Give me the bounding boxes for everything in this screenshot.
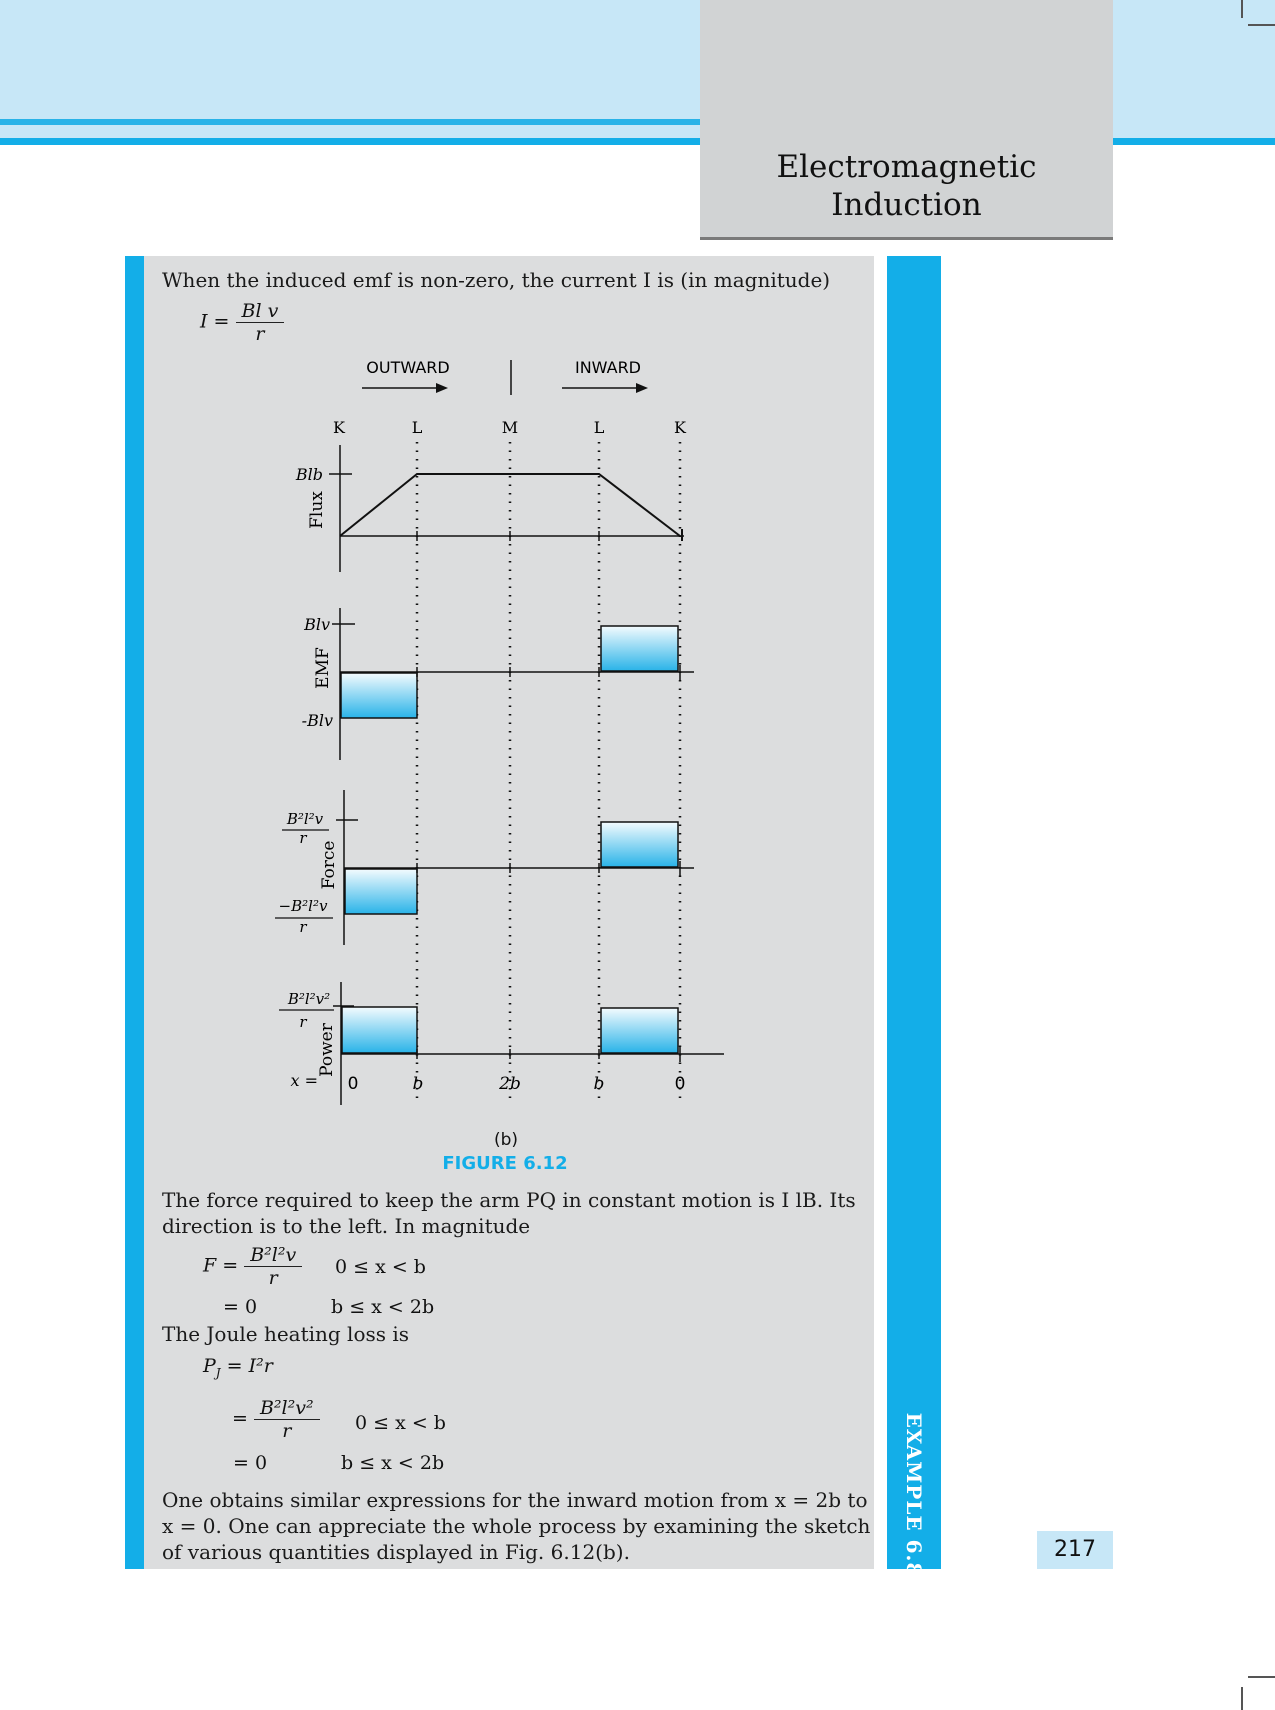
top-label-k: K bbox=[333, 418, 345, 437]
figure-caption: FIGURE 6.12 bbox=[442, 1153, 568, 1174]
power-bar-inward bbox=[601, 1008, 678, 1053]
x-tick-0: 0 bbox=[674, 1074, 686, 1094]
force-neg-num: −B²l²v bbox=[278, 897, 328, 915]
crop-mark bbox=[1230, 0, 1275, 40]
force-pos-num: B²l²v bbox=[286, 810, 324, 828]
eq-denominator: r bbox=[255, 323, 265, 345]
eq-lhs: F = bbox=[203, 1254, 239, 1277]
top-label-k: K bbox=[674, 418, 686, 437]
force-zero: = 0 bbox=[223, 1296, 258, 1318]
closing-line: x = 0. One can appreciate the whole process by examining the sketch bbox=[162, 1514, 871, 1538]
emf-axis-label: EMF bbox=[313, 647, 333, 689]
emf-pos-bar bbox=[601, 626, 678, 671]
eq-fraction bbox=[254, 1397, 320, 1442]
eq-numerator: B²l²v² bbox=[254, 1397, 320, 1420]
eq-lhs: = bbox=[232, 1407, 248, 1430]
x-prefix: x = bbox=[290, 1071, 318, 1090]
inward-label: INWARD bbox=[574, 358, 642, 377]
joule-zero: = 0 bbox=[233, 1452, 268, 1474]
power-bar-outward bbox=[342, 1007, 417, 1053]
closing-line: One obtains similar expressions for the inward motion from x = 2b to bbox=[162, 1488, 868, 1512]
force-paragraph bbox=[162, 1187, 856, 1239]
force-pos-bar bbox=[601, 822, 678, 867]
eq-numerator: B²l²v bbox=[244, 1244, 302, 1267]
joule-equation-2 bbox=[232, 1397, 320, 1442]
outward-label: OUTWARD bbox=[366, 358, 450, 377]
force-pos-den: r bbox=[299, 829, 307, 847]
header-stripe bbox=[0, 119, 700, 125]
joule-condition-2: b ≤ x < 2b bbox=[341, 1452, 445, 1474]
force-paragraph-line: The force required to keep the arm PQ in constant motion is I lB. Its bbox=[162, 1188, 856, 1212]
eq-denominator: r bbox=[268, 1267, 278, 1289]
flux-trace bbox=[340, 474, 680, 536]
power-pos-den: r bbox=[299, 1013, 307, 1031]
chapter-title-line1: Electromagnetic bbox=[776, 149, 1037, 185]
flux-plot bbox=[295, 445, 684, 572]
outward-arrow-head bbox=[436, 383, 448, 393]
figure-sub-label: (b) bbox=[493, 1130, 519, 1150]
crop-mark bbox=[1230, 1665, 1275, 1710]
force-axis-label: Force bbox=[319, 840, 339, 890]
emf-pos-label: Blv bbox=[304, 615, 330, 634]
chapter-title bbox=[700, 148, 1113, 224]
x-tick-2b: 2b bbox=[499, 1074, 521, 1094]
eq-numerator: Bl v bbox=[236, 300, 285, 323]
current-equation bbox=[200, 300, 284, 345]
top-label-l: L bbox=[411, 418, 423, 437]
eq-fraction bbox=[244, 1244, 302, 1289]
force-neg-den: r bbox=[299, 918, 307, 936]
eq-fraction bbox=[236, 300, 285, 345]
force-condition-2: b ≤ x < 2b bbox=[331, 1296, 435, 1318]
force-plot bbox=[275, 790, 694, 945]
x-tick-0: 0 bbox=[347, 1074, 359, 1094]
joule-equation bbox=[203, 1355, 273, 1380]
x-tick-b: b bbox=[593, 1074, 605, 1094]
power-pos-num: B²l²v² bbox=[287, 990, 331, 1008]
figure-6-12 bbox=[144, 340, 874, 1094]
flux-level-label: Blb bbox=[295, 465, 323, 484]
force-condition-1: 0 ≤ x < b bbox=[335, 1256, 426, 1278]
emf-neg-label: -Blv bbox=[301, 711, 333, 730]
flux-axis-label: Flux bbox=[307, 491, 327, 529]
example-label: EXAMPLE 6.8 bbox=[902, 1412, 926, 1578]
x-tick-b: b bbox=[412, 1074, 424, 1094]
joule-rhs: = I²r bbox=[226, 1355, 273, 1377]
intro-text: When the induced emf is non-zero, the current I is (in magnitude) bbox=[162, 268, 831, 292]
emf-neg-bar bbox=[341, 673, 417, 718]
joule-subscript: J bbox=[215, 1365, 221, 1380]
chapter-title-line2: Induction bbox=[831, 187, 982, 223]
eq-denominator: r bbox=[282, 1420, 292, 1442]
example-left-bar bbox=[125, 256, 144, 1569]
eq-lhs: I = bbox=[200, 310, 230, 333]
power-axis-label: Power bbox=[317, 1023, 337, 1077]
top-label-l: L bbox=[593, 418, 605, 437]
top-label-m: M bbox=[501, 418, 519, 437]
force-neg-bar bbox=[345, 869, 417, 914]
dotted-guides bbox=[417, 442, 680, 1105]
force-equation bbox=[203, 1244, 302, 1289]
page-number: 217 bbox=[1037, 1531, 1113, 1569]
closing-line: of various quantities displayed in Fig. 6.12(b). bbox=[162, 1540, 630, 1564]
emf-plot bbox=[302, 608, 694, 760]
joule-symbol: P bbox=[203, 1355, 216, 1377]
joule-condition-1: 0 ≤ x < b bbox=[355, 1412, 446, 1434]
joule-intro: The Joule heating loss is bbox=[162, 1322, 410, 1346]
example-side-bar bbox=[887, 256, 941, 1578]
closing-paragraph bbox=[162, 1487, 870, 1565]
force-paragraph-line: direction is to the left. In magnitude bbox=[162, 1214, 531, 1238]
inward-arrow-head bbox=[636, 383, 648, 393]
